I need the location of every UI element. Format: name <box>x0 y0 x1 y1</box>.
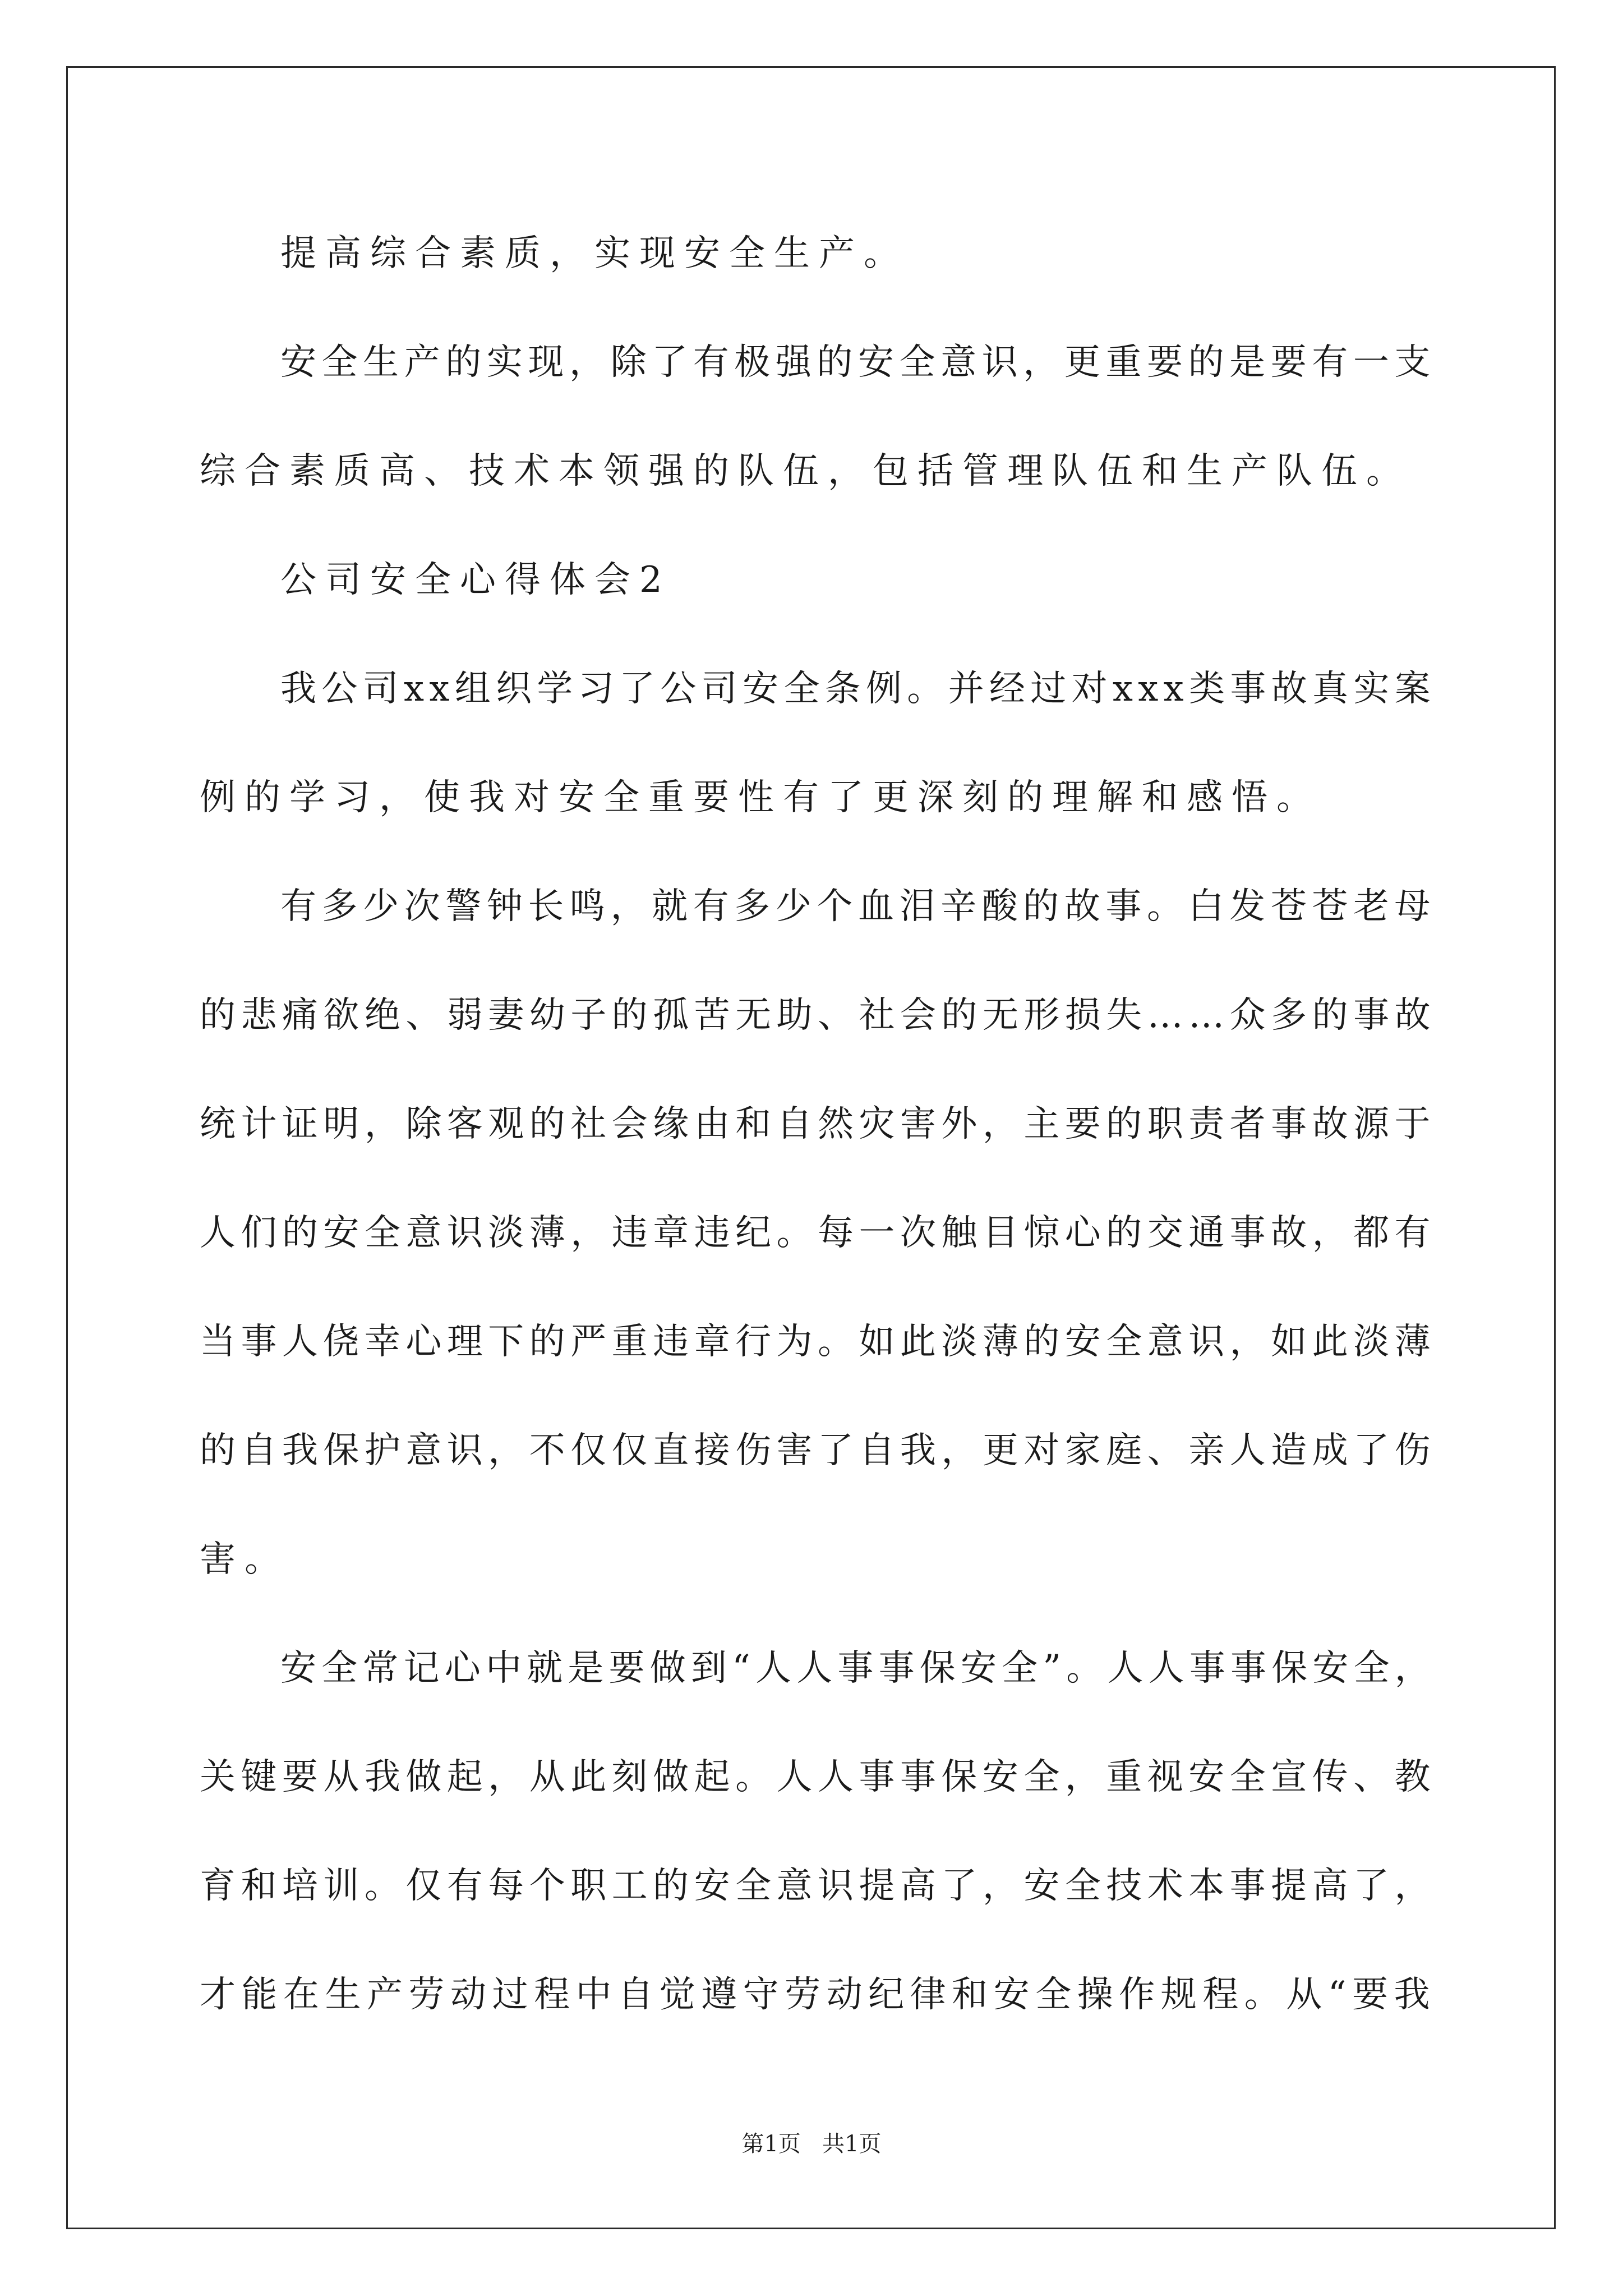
text-line: 当事人侥幸心理下的严重违章行为。如此淡薄的安全意识，如此淡薄 <box>200 1321 1436 1363</box>
text-line: 统计证明，除客观的社会缘由和自然灾害外，主要的职责者事故源于 <box>200 1103 1436 1145</box>
section-heading: 公司安全心得体会2 <box>280 559 671 601</box>
text-line: 关键要从我做起，从此刻做起。人人事事保安全，重视安全宣传、教 <box>200 1756 1436 1798</box>
text-line: 安全生产的实现，除了有极强的安全意识，更重要的是要有一支 <box>280 342 1436 383</box>
text-line: 育和培训。仅有每个职工的安全意识提高了，安全技术本事提高了， <box>200 1865 1436 1907</box>
text-line: 才能在生产劳动过程中自觉遵守劳动纪律和安全操作规程。从“要我 <box>200 1974 1436 2016</box>
text-line: 人们的安全意识淡薄，违章违纪。每一次触目惊心的交通事故，都有 <box>200 1212 1436 1254</box>
page-footer: 第1页 共1页 <box>741 2131 882 2157</box>
text-line: 的悲痛欲绝、弱妻幼子的孤苦无助、社会的无形损失……众多的事故 <box>200 995 1436 1036</box>
text-line: 害。 <box>200 1539 289 1580</box>
text-line: 例的学习，使我对安全重要性有了更深刻的理解和感悟。 <box>200 777 1321 818</box>
text-line: 有多少次警钟长鸣，就有多少个血泪辛酸的故事。白发苍苍老母 <box>280 886 1436 927</box>
text-line: 提高综合素质，实现安全生产。 <box>280 233 909 274</box>
text-line: 我公司xx组织学习了公司安全条例。并经过对xxx类事故真实案 <box>280 668 1436 710</box>
text-line: 综合素质高、技术本领强的队伍，包括管理队伍和生产队伍。 <box>200 450 1411 492</box>
text-line: 的自我保护意识，不仅仅直接伤害了自我，更对家庭、亲人造成了伤 <box>200 1430 1436 1471</box>
text-line: 安全常记心中就是要做到“人人事事保安全”。人人事事保安全， <box>280 1648 1436 1689</box>
